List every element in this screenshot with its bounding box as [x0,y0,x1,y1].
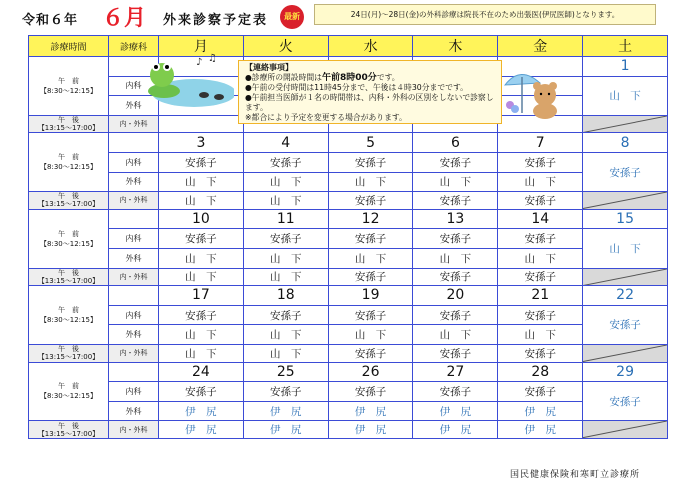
header-dept: 診療科 [109,36,159,57]
date-cell: 13 [413,209,498,229]
doctor-afternoon: 山 下 [159,344,244,362]
doctor-afternoon: 山 下 [243,268,328,286]
header-thu: 木 [413,36,498,57]
doctor-geka: 山 下 [498,172,583,192]
dept-naika: 内科 [109,152,159,172]
dept-naigeka: 内・外科 [109,421,159,439]
date-cell: 5 [328,133,413,153]
date-cell: 26 [328,362,413,382]
doctor-afternoon: 安孫子 [498,192,583,210]
doctor-naika: 安孫子 [159,152,244,172]
date-cell: 18 [243,286,328,306]
month-label: ６月 [102,6,147,31]
sat-doctor: 安孫子 [583,382,668,421]
doctor-naika: 安孫子 [159,229,244,249]
doctor-geka: 山 下 [159,172,244,192]
doctor-geka: 山 下 [328,325,413,345]
time-afternoon: 午 後 【13:15～17:00】 [29,268,109,286]
bear-umbrella-illustration [500,63,570,121]
time-morning: 午 前 【8:30～12:15】 [29,209,109,268]
page-title: 外来診察予定表 [163,13,269,28]
svg-text:♪: ♪ [196,57,203,68]
svg-text:♫: ♫ [208,53,217,64]
notes-title: 【連絡事項】 [245,63,293,72]
doctor-naika: 安孫子 [328,305,413,325]
dept-naigeka: 内・外科 [109,268,159,286]
seal-badge: 最新 [280,5,304,29]
time-afternoon: 午 後 【13:15～17:00】 [29,192,109,210]
doctor-afternoon: 伊 尻 [328,421,413,439]
time-morning: 午 前 【8:30～12:15】 [29,133,109,192]
doctor-geka: 山 下 [498,248,583,268]
time-afternoon: 午 後 【13:15～17:00】 [29,344,109,362]
doctor-geka: 山 下 [498,325,583,345]
sat-doctor: 山 下 [583,229,668,268]
date-cell: 28 [498,362,583,382]
date-cell: 4 [243,133,328,153]
dept-geka: 外科 [109,248,159,268]
time-afternoon: 午 後 【13:15～17:00】 [29,421,109,439]
doctor-afternoon: 山 下 [159,268,244,286]
dept-geka: 外科 [109,325,159,345]
header-tue: 火 [243,36,328,57]
doctor-naika: 安孫子 [243,305,328,325]
doctor-afternoon: 山 下 [243,192,328,210]
doctor-geka: 伊 尻 [159,401,244,421]
doctor-afternoon: 安孫子 [328,192,413,210]
notes-line-1: ●診療所の開設時間は午前8時00分です。 [245,73,400,83]
date-cell: 24 [159,362,244,382]
doctor-naika: 安孫子 [413,229,498,249]
doctor-afternoon: 山 下 [159,192,244,210]
sat-date-cell: 15 [583,209,668,229]
doctor-naika: 安孫子 [243,152,328,172]
date-cell: 10 [159,209,244,229]
doctor-afternoon: 安孫子 [498,268,583,286]
doctor-geka: 伊 尻 [413,401,498,421]
doctor-afternoon: 安孫子 [413,268,498,286]
doctor-geka: 山 下 [159,325,244,345]
doctor-naika: 安孫子 [159,382,244,402]
sat-date-cell: 1 [583,57,668,77]
sat-closed-cell [583,192,668,210]
doctor-naika: 安孫子 [413,305,498,325]
doctor-afternoon: 安孫子 [328,268,413,286]
doctor-naika: 安孫子 [243,382,328,402]
doctor-naika: 安孫子 [243,229,328,249]
doctor-afternoon [159,115,244,133]
doctor-geka: 山 下 [159,248,244,268]
footer-clinic-name: 国民健康保険和寒町立診療所 [510,470,641,480]
time-morning: 午 前 【8:30～12:15】 [29,362,109,421]
doctor-naika: 安孫子 [498,305,583,325]
date-cell: 12 [328,209,413,229]
notes-box [238,60,502,124]
doctor-geka: 山 下 [243,248,328,268]
dept-empty [109,209,159,229]
sat-closed-cell [583,421,668,439]
doctor-naika: 安孫子 [328,152,413,172]
dept-naika: 内科 [109,305,159,325]
doctor-naika: 安孫子 [328,229,413,249]
doctor-afternoon: 伊 尻 [159,421,244,439]
date-cell: 17 [159,286,244,306]
doctor-afternoon: 安孫子 [328,344,413,362]
header-mon: 月 [159,36,244,57]
doctor-afternoon: 安孫子 [413,344,498,362]
doctor-geka: 山 下 [413,248,498,268]
time-morning: 午 前 【8:30～12:15】 [29,286,109,345]
doctor-geka: 山 下 [413,325,498,345]
date-cell: 14 [498,209,583,229]
doctor-geka: 山 下 [328,172,413,192]
sat-doctor: 山 下 [583,76,668,115]
header-sat: 土 [583,36,668,57]
page-header [0,0,680,34]
notes-line-4: ※都合により予定を変更する場合があります。 [245,113,407,122]
doctor-geka: 伊 尻 [328,401,413,421]
dept-empty [109,133,159,153]
dept-empty [109,286,159,306]
date-cell: 20 [413,286,498,306]
sat-doctor: 安孫子 [583,305,668,344]
doctor-geka: 山 下 [243,325,328,345]
date-cell: 7 [498,133,583,153]
doctor-naika: 安孫子 [413,382,498,402]
sat-closed-cell [583,344,668,362]
date-cell: 6 [413,133,498,153]
doctor-afternoon: 伊 尻 [413,421,498,439]
doctor-geka: 伊 尻 [498,401,583,421]
doctor-naika: 安孫子 [498,229,583,249]
doctor-naika: 安孫子 [498,152,583,172]
date-cell: 3 [159,133,244,153]
dept-geka: 外科 [109,401,159,421]
sat-date-cell: 22 [583,286,668,306]
time-morning: 午 前 【8:30～12:15】 [29,57,109,116]
header-fri: 金 [498,36,583,57]
date-cell: 27 [413,362,498,382]
dept-naigeka: 内・外科 [109,192,159,210]
doctor-afternoon: 安孫子 [413,192,498,210]
doctor-naika: 安孫子 [413,152,498,172]
dept-geka: 外科 [109,96,159,116]
dept-empty [109,362,159,382]
sat-doctor: 安孫子 [583,152,668,191]
notes-line-2: ●午前の受付時間は11時45分まで、午後は４時30分までです。 [245,83,468,92]
time-afternoon: 午 後 【13:15～17:00】 [29,115,109,133]
date-cell: 19 [328,286,413,306]
dept-geka: 外科 [109,172,159,192]
dept-naika: 内科 [109,229,159,249]
dept-naika: 内科 [109,76,159,96]
doctor-naika: 安孫子 [328,382,413,402]
notice-banner: 24日(月)～28日(金)の外科診療は院長不在のため出張医(伊尻医師)となります。 [314,4,656,25]
sat-date-cell: 29 [583,362,668,382]
doctor-geka: 伊 尻 [243,401,328,421]
notes-line-3: ●午前担当医師が１名の時間帯は、内科・外科の区別をしないで診察します。 [245,93,494,112]
dept-naigeka: 内・外科 [109,115,159,133]
date-cell: 11 [243,209,328,229]
date-cell: 25 [243,362,328,382]
date-cell: 21 [498,286,583,306]
doctor-geka: 山 下 [413,172,498,192]
header-time: 診療時間 [29,36,109,57]
doctor-afternoon: 山 下 [243,344,328,362]
dept-naika: 内科 [109,382,159,402]
doctor-geka: 山 下 [328,248,413,268]
doctor-naika: 安孫子 [498,382,583,402]
doctor-afternoon: 伊 尻 [498,421,583,439]
doctor-afternoon: 安孫子 [498,344,583,362]
era-label: 令和６年 [22,13,79,28]
sat-date-cell: 8 [583,133,668,153]
doctor-afternoon: 伊 尻 [243,421,328,439]
frog-illustration [134,53,234,109]
doctor-naika: 安孫子 [159,305,244,325]
header-wed: 水 [328,36,413,57]
sat-closed-cell [583,115,668,133]
sat-closed-cell [583,268,668,286]
doctor-geka: 山 下 [243,172,328,192]
dept-naigeka: 内・外科 [109,344,159,362]
